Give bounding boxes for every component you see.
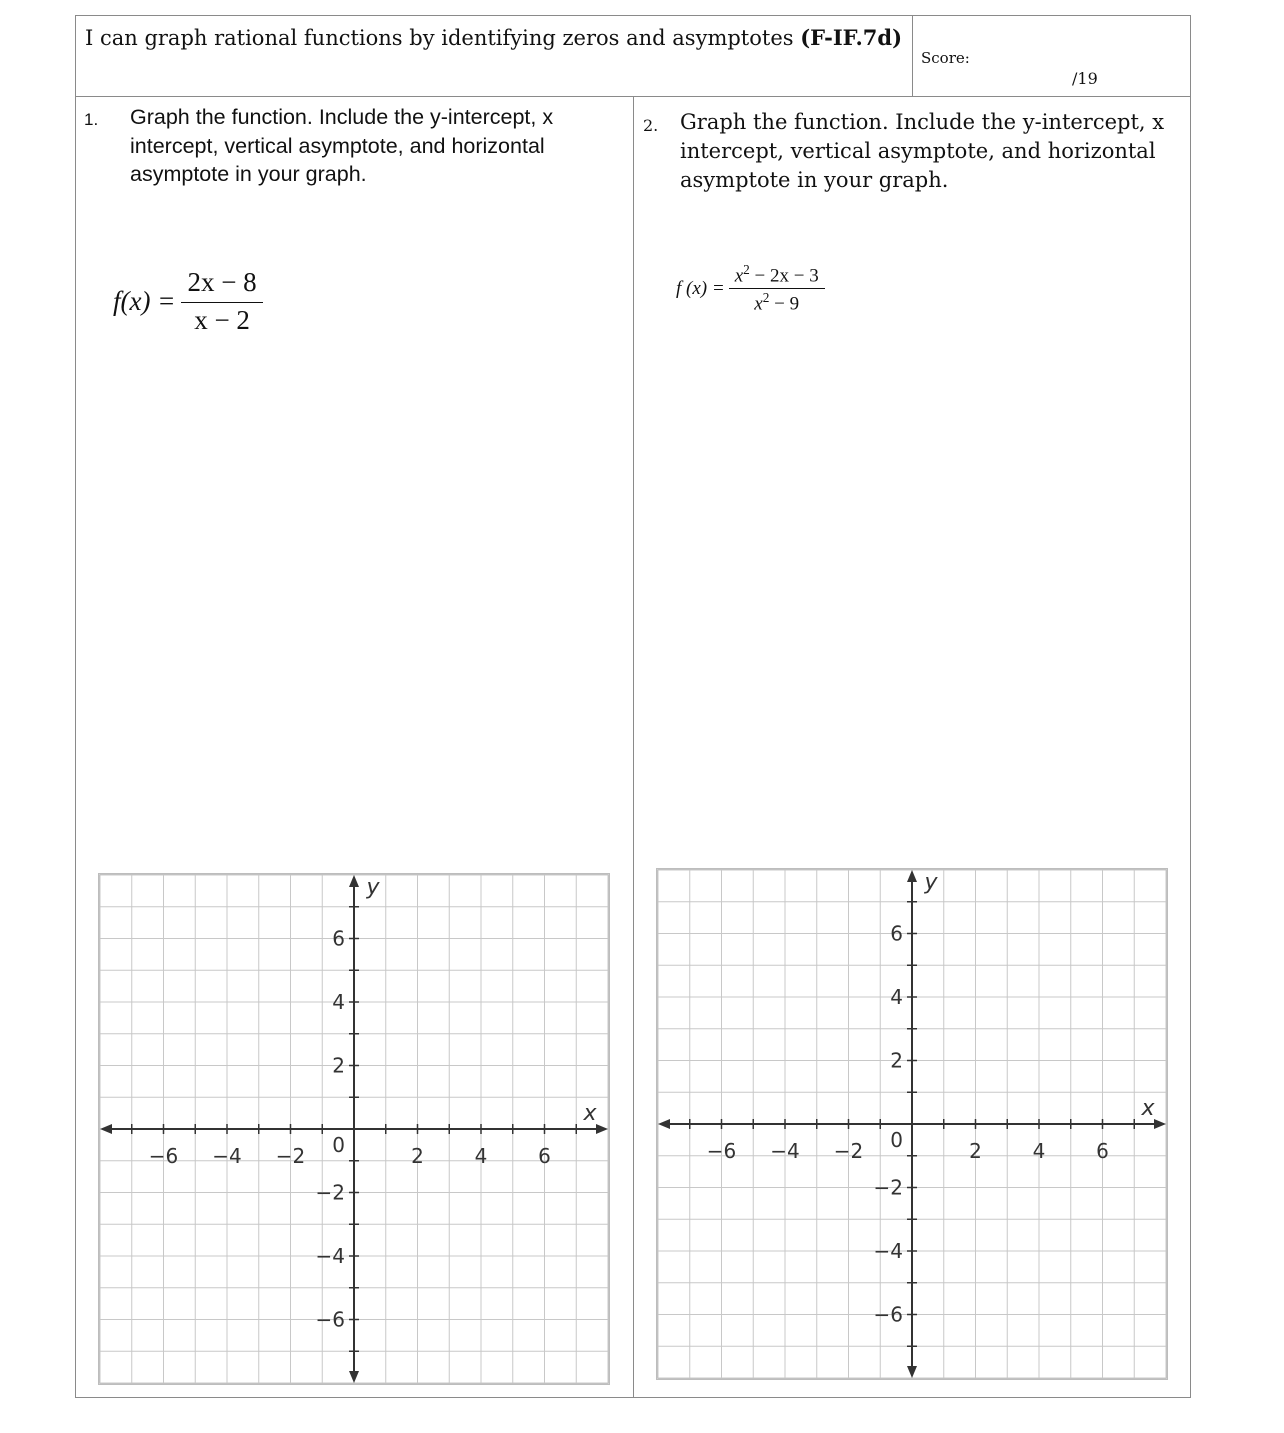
x-tick-label: −6 bbox=[706, 1139, 737, 1163]
question-1-prompt-line: asymptote in your graph. bbox=[130, 162, 367, 186]
x-tick-label: 6 bbox=[1096, 1139, 1109, 1163]
y-axis-label: y bbox=[924, 870, 938, 895]
numerator-exponent: 2 bbox=[743, 262, 750, 277]
question-1-prompt-line: Graph the function. Include the y-intercept, x bbox=[130, 105, 554, 129]
y-tick-label: −4 bbox=[873, 1239, 903, 1263]
question-2-prompt-line: intercept, vertical asymptote, and horizontal bbox=[680, 139, 1156, 163]
denominator-variable: x bbox=[754, 293, 763, 315]
y-tick-label: 2 bbox=[332, 1053, 345, 1078]
numerator-variable: x bbox=[734, 265, 744, 287]
x-tick-label: −4 bbox=[770, 1139, 800, 1163]
learning-target bbox=[85, 25, 902, 50]
y-tick-label: −6 bbox=[873, 1302, 903, 1327]
worksheet-header bbox=[76, 16, 1190, 97]
y-axis-label: y bbox=[366, 875, 380, 900]
function-fraction bbox=[181, 267, 262, 336]
x-tick-label: −4 bbox=[212, 1144, 242, 1168]
grid-svg bbox=[656, 868, 1168, 1380]
question-2-prompt-line: asymptote in your graph. bbox=[680, 168, 949, 192]
question-1-coordinate-grid[interactable] bbox=[98, 873, 610, 1385]
y-tick-label: 6 bbox=[890, 921, 903, 946]
function-lhs: f(x) = bbox=[113, 286, 176, 316]
x-tick-label: −2 bbox=[833, 1139, 864, 1163]
denominator-rest: − 9 bbox=[769, 293, 800, 315]
function-denominator bbox=[729, 288, 825, 315]
y-tick-label: 6 bbox=[332, 926, 345, 951]
question-2-number: 2. bbox=[643, 116, 659, 135]
y-tick-label: 4 bbox=[890, 985, 903, 1009]
denominator-exponent: 2 bbox=[762, 290, 770, 306]
column-divider bbox=[633, 96, 634, 1398]
function-numerator: 2x − 8 bbox=[187, 267, 257, 297]
x-tick-label: −2 bbox=[275, 1144, 306, 1168]
y-tick-label: 4 bbox=[332, 990, 345, 1014]
x-tick-label: 2 bbox=[969, 1139, 982, 1163]
function-denominator: x − 2 bbox=[181, 302, 262, 336]
function-lhs: f (x) = bbox=[676, 277, 725, 299]
x-tick-label: −6 bbox=[148, 1144, 179, 1168]
grid-svg bbox=[98, 873, 610, 1385]
question-2-function bbox=[676, 262, 825, 316]
origin-label: 0 bbox=[332, 1133, 345, 1157]
question-1-function bbox=[113, 267, 263, 336]
origin-label: 0 bbox=[890, 1128, 903, 1152]
question-2-prompt bbox=[680, 108, 1180, 195]
question-2-prompt-line: Graph the function. Include the y-intercept, x bbox=[680, 110, 1165, 134]
learning-target-cell bbox=[76, 16, 913, 96]
question-2-coordinate-grid[interactable] bbox=[656, 868, 1168, 1380]
x-axis-label: x bbox=[583, 1101, 597, 1126]
score-label: Score: bbox=[921, 49, 970, 67]
y-tick-label: 2 bbox=[890, 1048, 903, 1073]
function-numerator bbox=[729, 262, 825, 288]
question-1-prompt bbox=[130, 103, 610, 189]
y-tick-label: −2 bbox=[873, 1175, 903, 1200]
numerator-rest: − 2x − 3 bbox=[749, 265, 819, 287]
y-tick-label: −2 bbox=[315, 1180, 345, 1205]
x-axis-label: x bbox=[1141, 1096, 1155, 1121]
y-tick-label: −6 bbox=[315, 1307, 345, 1332]
score-total: /19 bbox=[1072, 69, 1098, 88]
function-fraction bbox=[729, 262, 825, 316]
question-1-number: 1. bbox=[84, 110, 99, 129]
learning-target-text: I can graph rational functions by identifying zeros and asymptotes bbox=[85, 26, 794, 50]
x-tick-label: 4 bbox=[474, 1144, 488, 1168]
x-tick-label: 6 bbox=[538, 1144, 551, 1168]
x-tick-label: 4 bbox=[1032, 1139, 1046, 1163]
x-tick-label: 2 bbox=[411, 1144, 424, 1168]
standard-code: (F-IF.7d) bbox=[800, 25, 902, 50]
question-1-prompt-line: intercept, vertical asymptote, and horizontal bbox=[130, 133, 545, 158]
y-tick-label: −4 bbox=[315, 1244, 345, 1268]
